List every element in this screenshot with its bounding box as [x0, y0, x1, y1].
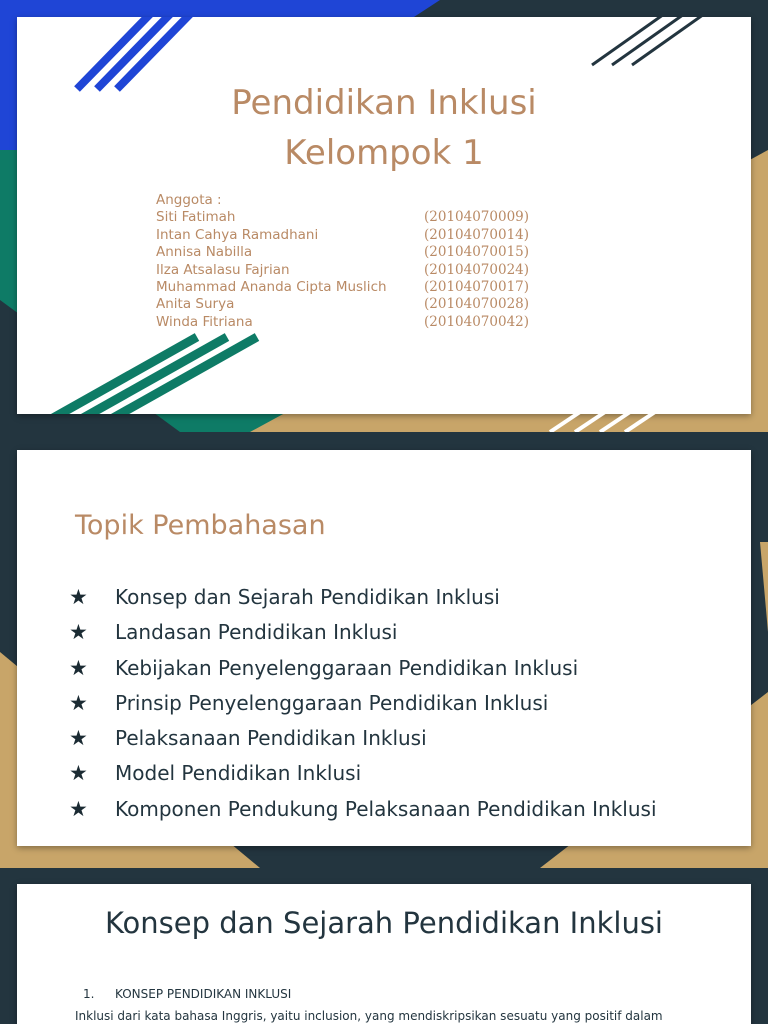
member-nim: (20104070015) [424, 244, 530, 261]
topic-label: Model Pendidikan Inklusi [115, 761, 362, 786]
topic-label: Pelaksanaan Pendidikan Inklusi [115, 726, 427, 751]
topic-label: Kebijakan Penyelenggaraan Pendidikan Inklusi [115, 655, 579, 680]
star-icon: ★ [69, 690, 88, 715]
slide-title [0, 0, 768, 432]
subheading-text: KONSEP PENDIDIKAN INKLUSI [115, 987, 292, 1001]
member-nim: (20104070017) [424, 278, 530, 295]
topic-label: Prinsip Penyelenggaraan Pendidikan Inklusi [115, 690, 549, 715]
member-row [156, 244, 576, 261]
slide2-card [17, 450, 751, 846]
topic-item [69, 686, 657, 721]
topic-item [69, 792, 657, 827]
member-name: Intan Cahya Ramadhani [156, 226, 319, 243]
member-name: Siti Fatimah [156, 209, 236, 226]
slide3-card [17, 884, 751, 1024]
member-row [156, 296, 576, 313]
member-nim: (20104070009) [424, 209, 530, 226]
topic-item [69, 580, 657, 615]
member-row [156, 227, 576, 244]
star-icon: ★ [69, 655, 88, 680]
member-list [156, 192, 576, 331]
star-icon: ★ [69, 761, 88, 786]
slide1-card [17, 17, 751, 414]
title-line-2: Kelompok 1 [284, 133, 484, 173]
member-row [156, 209, 576, 226]
topic-item [69, 756, 657, 791]
topic-list [69, 580, 657, 827]
topics-title: Topik Pembahasan [75, 510, 326, 541]
star-icon: ★ [69, 796, 88, 821]
topic-label: Konsep dan Sejarah Pendidikan Inklusi [115, 585, 500, 609]
topic-item [69, 651, 657, 686]
concept-subheading [83, 987, 291, 1001]
topic-label: Landasan Pendidikan Inklusi [115, 620, 398, 645]
concept-title: Konsep dan Sejarah Pendidikan Inklusi [104, 906, 663, 940]
members-heading: Anggota : [156, 192, 222, 208]
member-name: Annisa Nabilla [156, 244, 253, 261]
member-row [156, 314, 576, 331]
topic-item [69, 615, 657, 650]
member-name: Anita Surya [156, 296, 235, 313]
member-name: Winda Fitriana [156, 313, 253, 330]
star-icon: ★ [69, 585, 88, 609]
member-nim: (20104070042) [424, 313, 530, 330]
slide-topics [0, 432, 768, 868]
slide-concept [0, 868, 768, 1024]
member-name: Ilza Atsalasu Fajrian [156, 261, 290, 278]
star-icon: ★ [69, 620, 88, 645]
title-line-1: Pendidikan Inklusi [231, 83, 537, 123]
member-nim: (20104070024) [424, 261, 530, 278]
member-nim: (20104070014) [424, 226, 530, 243]
member-row [156, 279, 576, 296]
member-nim: (20104070028) [424, 296, 530, 313]
subheading-number: 1. [83, 987, 95, 1001]
topic-item [69, 721, 657, 756]
star-icon: ★ [69, 726, 88, 751]
concept-body-text: Inklusi dari kata bahasa Inggris, yaitu inclusion, yang mendiskripsikan sesuatu yang positif dalam [75, 1009, 663, 1023]
member-name: Muhammad Ananda Cipta Muslich [156, 278, 387, 295]
member-row [156, 262, 576, 279]
topic-label: Komponen Pendukung Pelaksanaan Pendidikan Inklusi [115, 796, 657, 821]
